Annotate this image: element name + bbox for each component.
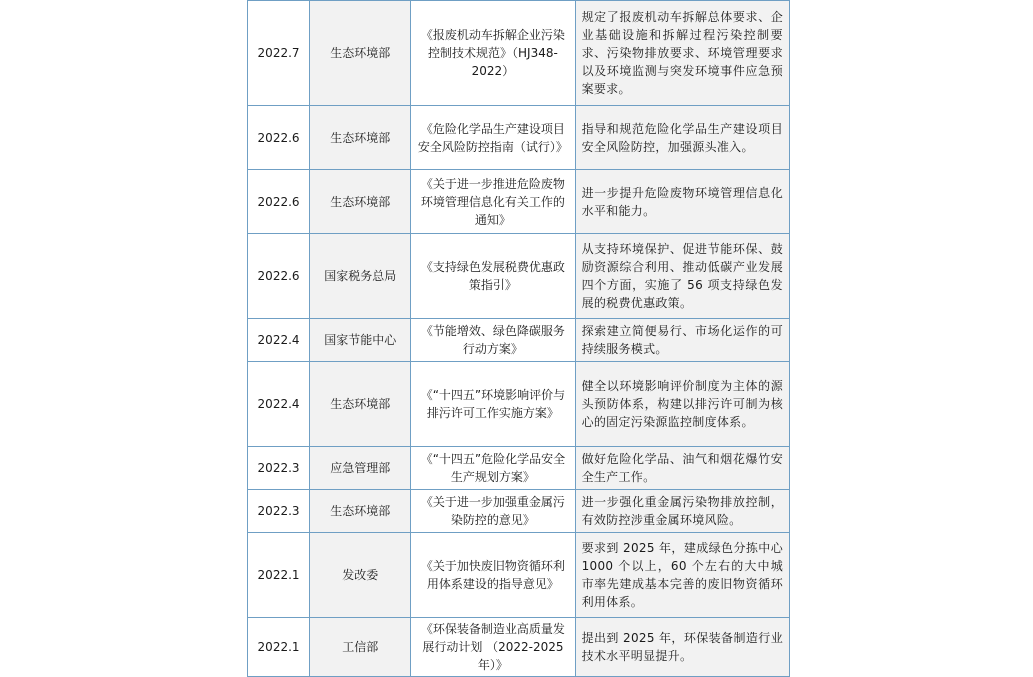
department-cell: 生态环境部: [310, 106, 411, 170]
table-row: [248, 106, 790, 170]
table-row: [248, 170, 790, 234]
department-cell: 国家节能中心: [310, 319, 411, 362]
document-cell: 《“十四五”环境影响评价与排污许可工作实施方案》: [411, 362, 575, 447]
date-cell: 2022.3: [248, 447, 310, 490]
date-cell: 2022.6: [248, 234, 310, 319]
table-row: [248, 1, 790, 106]
date-cell: 2022.7: [248, 1, 310, 106]
description-cell: 要求到 2025 年，建成绿色分拣中心 1000 个以上，60 个左右的大中城市率先建成基本完善的废旧物资循环利用体系。: [575, 533, 789, 618]
document-cell: 《危险化学品生产建设项目安全风险防控指南（试行）》: [411, 106, 575, 170]
date-cell: 2022.6: [248, 106, 310, 170]
document-cell: 《支持绿色发展税费优惠政策指引》: [411, 234, 575, 319]
department-cell: 生态环境部: [310, 170, 411, 234]
description-cell: 做好危险化学品、油气和烟花爆竹安全生产工作。: [575, 447, 789, 490]
table-row: [248, 362, 790, 447]
description-cell: 探索建立简便易行、市场化运作的可持续服务模式。: [575, 319, 789, 362]
document-cell: 《关于进一步加强重金属污染防控的意见》: [411, 490, 575, 533]
table-row: [248, 533, 790, 618]
department-cell: 国家税务总局: [310, 234, 411, 319]
description-cell: 进一步提升危险废物环境管理信息化水平和能力。: [575, 170, 789, 234]
description-cell: 规定了报废机动车拆解总体要求、企业基础设施和拆解过程污染控制要求、污染物排放要求、环境管理要求以及环境监测与突发环境事件应急预案要求。: [575, 1, 789, 106]
department-cell: 生态环境部: [310, 490, 411, 533]
table-row: [248, 447, 790, 490]
document-cell: 《关于加快废旧物资循环利用体系建设的指导意见》: [411, 533, 575, 618]
document-cell: 《报废机动车拆解企业污染控制技术规范》（HJ348-2022）: [411, 1, 575, 106]
date-cell: 2022.1: [248, 618, 310, 677]
description-cell: 指导和规范危险化学品生产建设项目安全风险防控，加强源头准入。: [575, 106, 789, 170]
date-cell: 2022.4: [248, 362, 310, 447]
description-cell: 健全以环境影响评价制度为主体的源头预防体系，构建以排污许可制为核心的固定污染源监控制度体系。: [575, 362, 789, 447]
document-cell: 《环保装备制造业高质量发展行动计划 （2022-2025 年）》: [411, 618, 575, 677]
description-cell: 从支持环境保护、促进节能环保、鼓励资源综合利用、推动低碳产业发展四个方面，实施了 56 项支持绿色发展的税费优惠政策。: [575, 234, 789, 319]
document-cell: 《“十四五”危险化学品安全生产规划方案》: [411, 447, 575, 490]
policy-table: [247, 0, 790, 677]
department-cell: 生态环境部: [310, 1, 411, 106]
table-row: [248, 319, 790, 362]
document-cell: 《节能增效、绿色降碳服务行动方案》: [411, 319, 575, 362]
date-cell: 2022.6: [248, 170, 310, 234]
date-cell: 2022.3: [248, 490, 310, 533]
description-cell: 进一步强化重金属污染物排放控制，有效防控涉重金属环境风险。: [575, 490, 789, 533]
department-cell: 发改委: [310, 533, 411, 618]
department-cell: 工信部: [310, 618, 411, 677]
table-row: [248, 490, 790, 533]
date-cell: 2022.4: [248, 319, 310, 362]
date-cell: 2022.1: [248, 533, 310, 618]
department-cell: 生态环境部: [310, 362, 411, 447]
description-cell: 提出到 2025 年，环保装备制造行业技术水平明显提升。: [575, 618, 789, 677]
department-cell: 应急管理部: [310, 447, 411, 490]
table-row: [248, 234, 790, 319]
document-cell: 《关于进一步推进危险废物环境管理信息化有关工作的通知》: [411, 170, 575, 234]
table-row: [248, 618, 790, 677]
